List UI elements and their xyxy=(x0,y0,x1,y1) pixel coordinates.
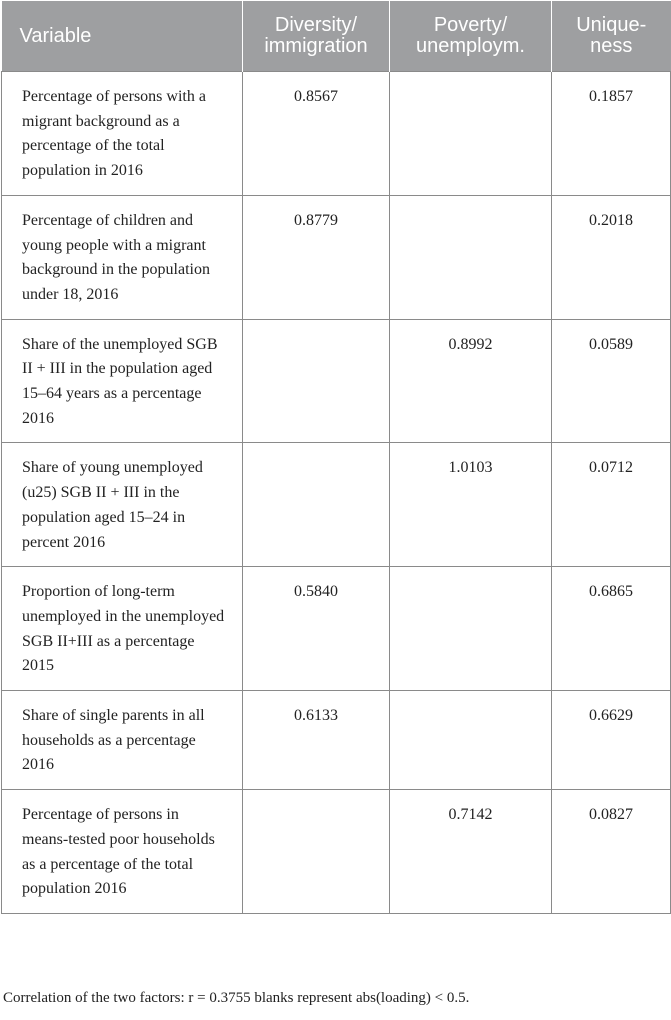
table-row xyxy=(2,443,671,567)
header-uniqueness xyxy=(552,1,671,72)
diversity-loading-cell xyxy=(243,790,390,914)
poverty-loading-cell xyxy=(390,195,552,319)
poverty-loading-cell xyxy=(390,567,552,691)
variable-cell: Percentage of persons in means-tested poor households as a percentage of the total population 2016 xyxy=(2,790,243,914)
header-poverty-line-1: Poverty/ xyxy=(433,14,508,36)
diversity-loading-cell: 0.8567 xyxy=(243,72,390,196)
factor-loadings-table xyxy=(1,1,671,914)
poverty-loading-cell xyxy=(390,72,552,196)
header-diversity-immigration xyxy=(243,1,390,72)
poverty-loading-cell: 1.0103 xyxy=(390,443,552,567)
header-diversity-line-1: Diversity/ xyxy=(274,14,358,36)
header-uniqueness-line-1: Unique- xyxy=(576,14,647,36)
header-variable: Variable xyxy=(2,1,243,72)
table-row xyxy=(2,195,671,319)
diversity-loading-cell: 0.6133 xyxy=(243,691,390,790)
table-footnote: Correlation of the two factors: r = 0.3755 blanks represent abs(loading) < 0.5. xyxy=(3,990,470,1006)
uniqueness-cell: 0.2018 xyxy=(552,195,671,319)
diversity-loading-cell xyxy=(243,443,390,567)
uniqueness-cell: 0.0712 xyxy=(552,443,671,567)
variable-cell: Share of young unemployed (u25) SGB II + III in the population aged 15–24 in percent 2016 xyxy=(2,443,243,567)
variable-cell: Percentage of children and young people with a migrant background in the population under 18, 2016 xyxy=(2,195,243,319)
header-row xyxy=(2,1,671,72)
variable-cell: Proportion of long-term unemployed in the unemployed SGB II+III as a percentage 2015 xyxy=(2,567,243,691)
table-row xyxy=(2,691,671,790)
uniqueness-cell: 0.1857 xyxy=(552,72,671,196)
header-diversity-line-2: immigration xyxy=(264,35,368,57)
diversity-loading-cell xyxy=(243,319,390,443)
poverty-loading-cell: 0.8992 xyxy=(390,319,552,443)
poverty-loading-cell: 0.7142 xyxy=(390,790,552,914)
diversity-loading-cell: 0.8779 xyxy=(243,195,390,319)
header-uniqueness-line-2: ness xyxy=(590,35,633,57)
diversity-loading-cell: 0.5840 xyxy=(243,567,390,691)
uniqueness-cell: 0.0589 xyxy=(552,319,671,443)
variable-cell: Percentage of persons with a migrant background as a percentage of the total population in 2016 xyxy=(2,72,243,196)
uniqueness-cell: 0.0827 xyxy=(552,790,671,914)
poverty-loading-cell xyxy=(390,691,552,790)
header-poverty-unemployment xyxy=(390,1,552,72)
table-row xyxy=(2,319,671,443)
variable-cell: Share of the unemployed SGB II + III in the population aged 15–64 years as a percentage 2016 xyxy=(2,319,243,443)
variable-cell: Share of single parents in all households as a percentage 2016 xyxy=(2,691,243,790)
uniqueness-cell: 0.6629 xyxy=(552,691,671,790)
table-row xyxy=(2,72,671,196)
table-row xyxy=(2,567,671,691)
header-poverty-line-2: unemploym. xyxy=(416,35,525,57)
table-row xyxy=(2,790,671,914)
uniqueness-cell: 0.6865 xyxy=(552,567,671,691)
